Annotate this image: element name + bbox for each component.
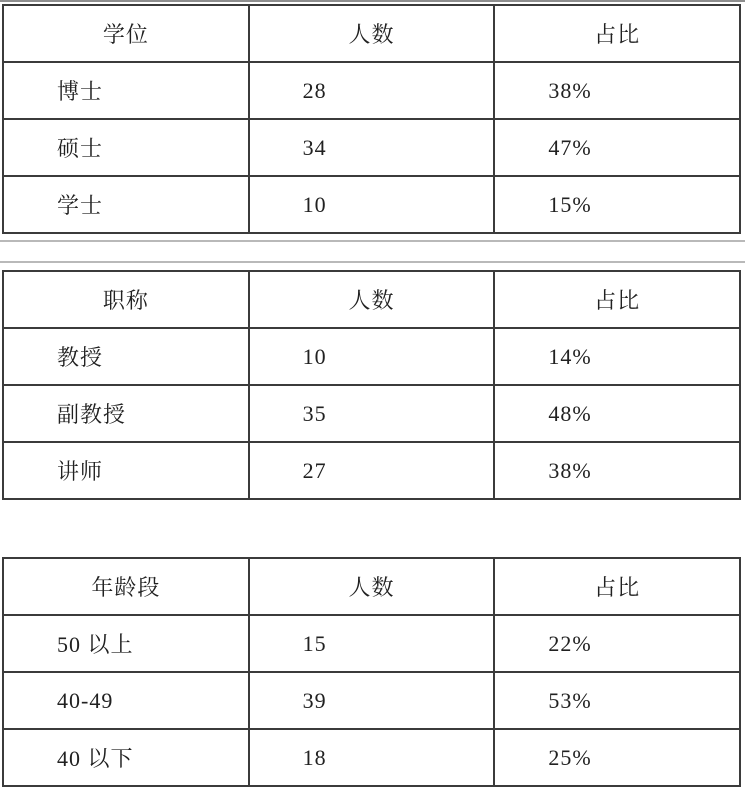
data-cell: 38%	[494, 442, 740, 499]
data-cell: 硕士	[3, 119, 249, 176]
data-cell: 53%	[494, 672, 740, 729]
table-row	[3, 385, 740, 442]
table-header-row	[3, 558, 740, 615]
header-cell: 人数	[249, 271, 495, 328]
degree-distribution-table	[2, 4, 741, 234]
data-cell: 38%	[494, 62, 740, 119]
data-cell: 25%	[494, 729, 740, 786]
data-cell: 48%	[494, 385, 740, 442]
title-distribution-table	[2, 270, 741, 500]
data-cell: 学士	[3, 176, 249, 233]
table-row	[3, 62, 740, 119]
header-cell: 人数	[249, 558, 495, 615]
table-row	[3, 119, 740, 176]
data-cell: 27	[249, 442, 495, 499]
data-cell: 15%	[494, 176, 740, 233]
header-cell: 占比	[494, 5, 740, 62]
data-cell: 教授	[3, 328, 249, 385]
data-cell: 14%	[494, 328, 740, 385]
table-row	[3, 729, 740, 786]
data-cell: 10	[249, 176, 495, 233]
table-row	[3, 442, 740, 499]
data-cell: 副教授	[3, 385, 249, 442]
data-cell: 47%	[494, 119, 740, 176]
table-row	[3, 176, 740, 233]
header-cell: 年龄段	[3, 558, 249, 615]
data-cell: 10	[249, 328, 495, 385]
age-distribution-table	[2, 557, 741, 787]
data-cell: 28	[249, 62, 495, 119]
data-cell: 34	[249, 119, 495, 176]
separator-rule-below-degree-table	[0, 240, 745, 242]
header-cell: 学位	[3, 5, 249, 62]
table-header-row	[3, 5, 740, 62]
header-cell: 人数	[249, 5, 495, 62]
data-cell: 讲师	[3, 442, 249, 499]
data-cell: 50 以上	[3, 615, 249, 672]
data-cell: 博士	[3, 62, 249, 119]
separator-rule-above-title-table	[0, 261, 745, 263]
top-horizontal-rule	[0, 0, 745, 2]
table-row	[3, 615, 740, 672]
table-header-row	[3, 271, 740, 328]
header-cell: 占比	[494, 558, 740, 615]
table-row	[3, 328, 740, 385]
data-cell: 40-49	[3, 672, 249, 729]
header-cell: 占比	[494, 271, 740, 328]
data-cell: 18	[249, 729, 495, 786]
data-cell: 22%	[494, 615, 740, 672]
table-row	[3, 672, 740, 729]
data-cell: 40 以下	[3, 729, 249, 786]
data-cell: 15	[249, 615, 495, 672]
header-cell: 职称	[3, 271, 249, 328]
data-cell: 35	[249, 385, 495, 442]
data-cell: 39	[249, 672, 495, 729]
